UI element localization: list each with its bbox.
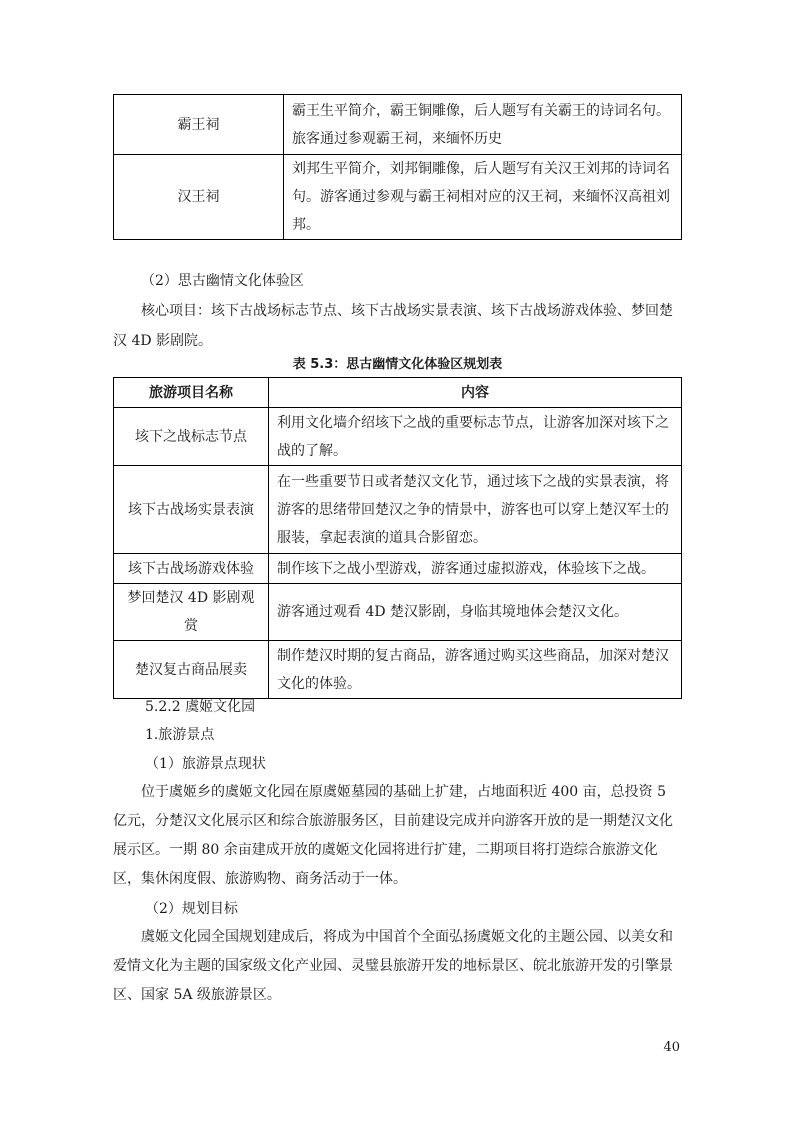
table-cell-name: 垓下古战场实景表演 [114, 466, 269, 554]
planning-table [113, 377, 682, 699]
core-projects-paragraph: 核心项目：垓下古战场标志节点、垓下古战场实景表演、垓下古战场游戏体验、梦回楚汉 4D 影剧院。 [113, 303, 673, 349]
table-cell-name: 梦回楚汉 4D 影剧观赏 [114, 584, 269, 641]
table-caption: 表 5.3：思古幽情文化体验区规划表 [292, 357, 503, 372]
section-heading: （2）思古幽情文化体验区 [141, 273, 304, 289]
goal-paragraph: 虞姬文化园全国规划建成后，将成为中国首个全面弘扬虞姬文化的主题公园、以美女和爱情文化为主题的国家级文化产业园、灵璧县旅游开发的地标景区、皖北旅游开发的引擎景区、国家 5A 级旅游景区。 [113, 929, 673, 1003]
table-cell-name: 霸王祠 [114, 95, 284, 155]
table-row [114, 584, 682, 641]
table-row [114, 554, 682, 584]
table-cell-content: 刘邦生平简介，刘邦铜雕像，后人题写有关汉王刘邦的诗词名句。游客通过参观与霸王祠相对应的汉王祠，来缅怀汉高祖刘邦。 [284, 155, 682, 240]
table-row [114, 95, 682, 155]
status-paragraph: 位于虞姬乡的虞姬文化园在原虞姬墓园的基础上扩建，占地面积近 400 亩，总投资 5 亿元，分楚汉文化展示区和综合旅游服务区，目前建设完成并向游客开放的是一期楚汉文化展示区。一期 80 余亩建成开放的虞姬文化园将进行扩建，二期项目将打造综合旅游文化区，集休闲度假、旅游购物、商务活动于一体。 [113, 784, 673, 887]
table-cell-name: 汉王祠 [114, 155, 284, 240]
table-cell-content: 在一些重要节日或者楚汉文化节，通过垓下之战的实景表演，将游客的思绪带回楚汉之争的情景中，游客也可以穿上楚汉军士的服装，拿起表演的道具合影留恋。 [269, 466, 682, 554]
column-header-content: 内容 [269, 378, 682, 408]
table-cell-content: 霸王生平简介，霸王铜雕像，后人题写有关霸王的诗词名句。旅客通过参观霸王祠，来缅怀历史 [284, 95, 682, 155]
table-cell-content: 制作楚汉时期的复古商品，游客通过购买这些商品，加深对楚汉文化的体验。 [269, 641, 682, 699]
table-cell-content: 制作垓下之战小型游戏，游客通过虚拟游戏，体验垓下之战。 [269, 554, 682, 584]
subsection-heading: （1）旅游景点现状 [145, 756, 266, 772]
table-header-row [114, 378, 682, 408]
table-cell-name: 楚汉复古商品展卖 [114, 641, 269, 699]
table-row [114, 408, 682, 466]
table-cell-content: 游客通过观看 4D 楚汉影剧，身临其境地体会楚汉文化。 [269, 584, 682, 641]
table-cell-name: 垓下之战标志节点 [114, 408, 269, 466]
table-row [114, 466, 682, 554]
section-title: 5.2.2 虞姬文化园 [145, 699, 256, 715]
table-cell-content: 利用文化墙介绍垓下之战的重要标志节点，让游客加深对垓下之战的了解。 [269, 408, 682, 466]
table-row [114, 155, 682, 240]
subsection-heading: （2）规划目标 [145, 901, 238, 917]
table-cell-name: 垓下古战场游戏体验 [114, 554, 269, 584]
page-number: 40 [663, 1040, 680, 1055]
table-row [114, 641, 682, 699]
top-table [113, 94, 682, 240]
column-header-name: 旅游项目名称 [114, 378, 269, 408]
subsection-title: 1.旅游景点 [145, 727, 215, 743]
